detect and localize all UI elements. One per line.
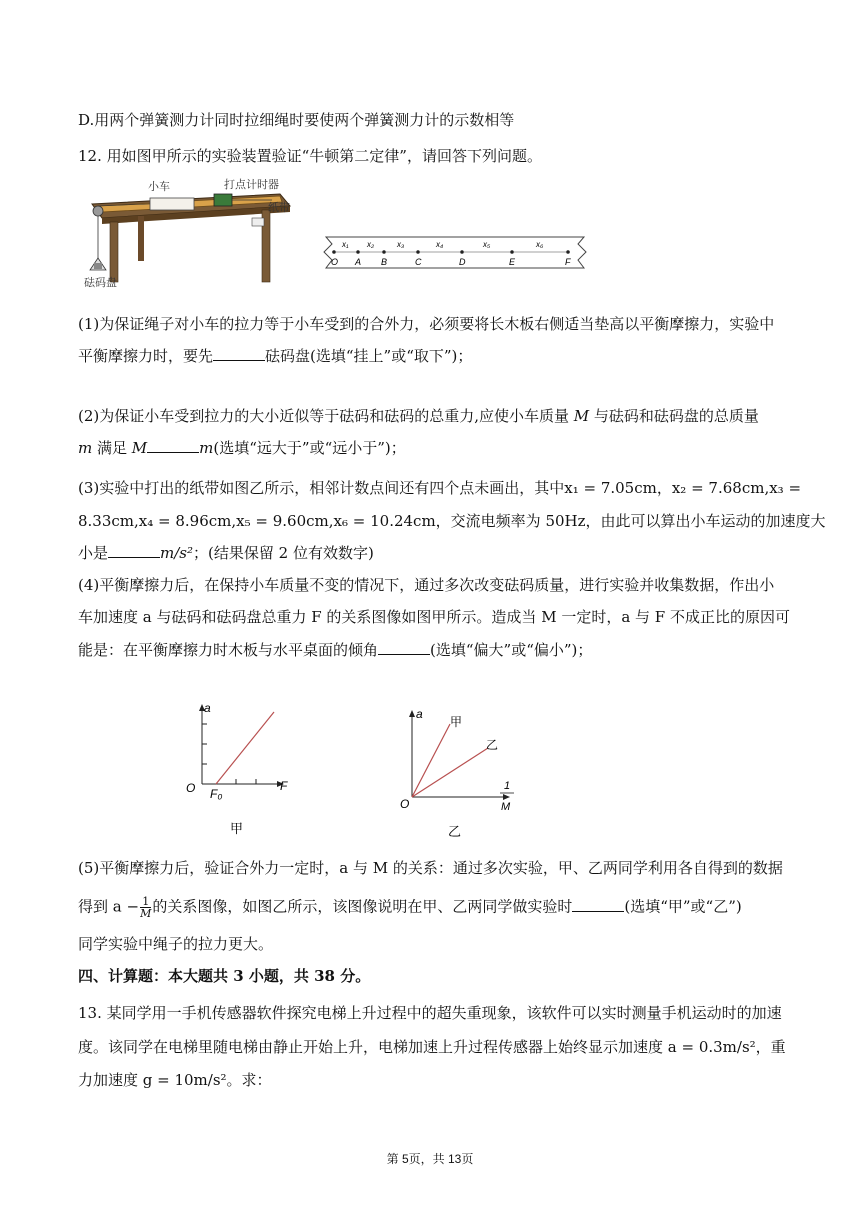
question-13-line-c: 力加速度 g = 10m/s²。求： <box>78 1071 272 1089</box>
graph-jia <box>180 698 300 848</box>
tape-segment-label: x₃ <box>397 240 405 249</box>
paper-tape-figure <box>322 232 592 276</box>
question-13-line-a: 13. 某同学用一手机传感器软件探究电梯上升过程中的超失重现象，该软件可以实时测量手机运动时的加速 <box>78 1004 782 1022</box>
graph-yi-xnum: 1 <box>504 780 511 792</box>
part-3-line-a: (3)实验中打出的纸带如图乙所示，相邻计数点间还有四个点未画出，其中x₁ = 7.05cm，x₂ = 7.68cm,x₃ = <box>78 479 802 497</box>
page-footer: 第 5页，共 13页 <box>386 1152 474 1166</box>
tape-point-label-A: A <box>355 257 362 267</box>
tape-point-F <box>566 250 570 254</box>
tape-point-label-O: O <box>331 257 339 267</box>
question-13-line-b: 度。该同学在电梯里随电梯由静止开始上升，电梯加速上升过程传感器上始终显示加速度 a = 0.3m/s²，重 <box>78 1038 786 1056</box>
graph-yi-ylabel: a <box>416 707 423 721</box>
part-5-line-c: 同学实验中绳子的拉力更大。 <box>78 935 274 953</box>
tape-point-A <box>356 250 360 254</box>
part-4-line-a: (4)平衡摩擦力后，在保持小车质量不变的情况下，通过多次改变砝码质量，进行实验并收集数据，作出小 <box>78 576 775 594</box>
tape-segment-label: x₂ <box>367 240 375 249</box>
part-2-line-b: m 满足 M m(选填“远大于”或“远小于”)； <box>78 439 406 457</box>
tape-point-label-C: C <box>415 257 422 267</box>
part-2-line-a: (2)为保证小车受到拉力的大小近似等于砝码和砝码的总重力,应使小车质量 M 与砝码和砝码盘的总质量 <box>78 407 759 425</box>
tape-point-O <box>332 250 336 254</box>
answer-blank-5[interactable] <box>572 897 624 912</box>
graph-jia-xlabel: F <box>280 779 288 793</box>
option-d: D.用两个弹簧测力计同时拉细绳时要使两个弹簧测力计的示数相等 <box>78 111 515 129</box>
part-3-line-c: 小是 m/s²；(结果保留 2 位有效数字) <box>78 544 374 562</box>
tape-point-C <box>416 250 420 254</box>
tape-segment-label: x₅ <box>483 240 491 249</box>
graph-yi-caption: 乙 <box>448 824 462 839</box>
label-pan: 砝码盘 <box>84 277 117 289</box>
answer-blank-1[interactable] <box>213 346 265 361</box>
apparatus-figure <box>80 176 300 291</box>
tape-segment-label: x₆ <box>536 240 544 249</box>
question-12-stem: 12. 用如图甲所示的实验装置验证“牛顿第二定律”，请回答下列问题。 <box>78 147 542 165</box>
graph-yi <box>396 700 526 850</box>
tape-segment-label: x₁ <box>342 240 349 249</box>
graph-yi-origin: O <box>400 797 410 811</box>
part-4-line-b: 车加速度 a 与砝码和砝码盘总重力 F 的关系图像如图甲所示。造成当 M 一定时，a 与 F 不成正比的原因可 <box>78 608 790 626</box>
answer-blank-4[interactable] <box>378 640 430 655</box>
graph-jia-ylabel: a <box>204 701 211 715</box>
graph-jia-caption: 甲 <box>230 821 244 836</box>
answer-blank-2[interactable] <box>147 438 199 453</box>
tape-point-B <box>382 250 386 254</box>
tape-point-E <box>510 250 514 254</box>
graph-jia-origin: O <box>186 781 196 795</box>
part-5-line-a: (5)平衡摩擦力后，验证合外力一定时，a 与 M 的关系：通过多次实验，甲、乙两同学利用各自得到的数据 <box>78 859 783 877</box>
graph-jia-intercept: F₀ <box>210 787 223 801</box>
part-1-line-a: (1)为保证绳子对小车的拉力等于小车受到的合外力，必须要将长木板右侧适当垫高以平衡摩擦力，实验中 <box>78 315 775 333</box>
graph-yi-line1: 甲 <box>450 715 463 729</box>
tape-point-label-B: B <box>381 257 388 267</box>
part-3-line-b: 8.33cm,x₄ = 8.96cm,x₅ = 9.60cm,x₆ = 10.24cm，交流电频率为 50Hz，由此可以算出小车运动的加速度大 <box>78 512 826 530</box>
fraction-1-over-M: $\frac{1}{M}$ <box>140 895 152 920</box>
answer-blank-3[interactable] <box>108 543 160 558</box>
tape-point-label-E: E <box>509 257 516 267</box>
tape-segment-label: x₄ <box>436 240 444 249</box>
section-4-heading: 四、计算题：本大题共 3 小题，共 38 分。 <box>78 967 371 985</box>
part-5-line-b: 得到 a − $\frac{1}{M}$ 的关系图像，如图乙所示，该图像说明在甲、乙两同学做实验时 (选填“甲”或“乙”) <box>78 895 742 920</box>
graph-yi-line2: 乙 <box>486 738 499 752</box>
graph-yi-xden: M <box>501 801 511 813</box>
part-4-line-c: 能是：在平衡摩擦力时木板与水平桌面的倾角 (选填“偏大”或“偏小”)； <box>78 641 593 659</box>
part-1-line-b: 平衡摩擦力时，要先 砝码盘(选填“挂上”或“取下”)； <box>78 347 473 365</box>
tape-point-D <box>460 250 464 254</box>
label-timer: 打点计时器 <box>224 179 279 191</box>
label-tape: 纸带 <box>268 202 290 214</box>
label-car: 小车 <box>148 181 170 193</box>
tape-point-label-F: F <box>565 257 571 267</box>
tape-point-label-D: D <box>459 257 466 267</box>
